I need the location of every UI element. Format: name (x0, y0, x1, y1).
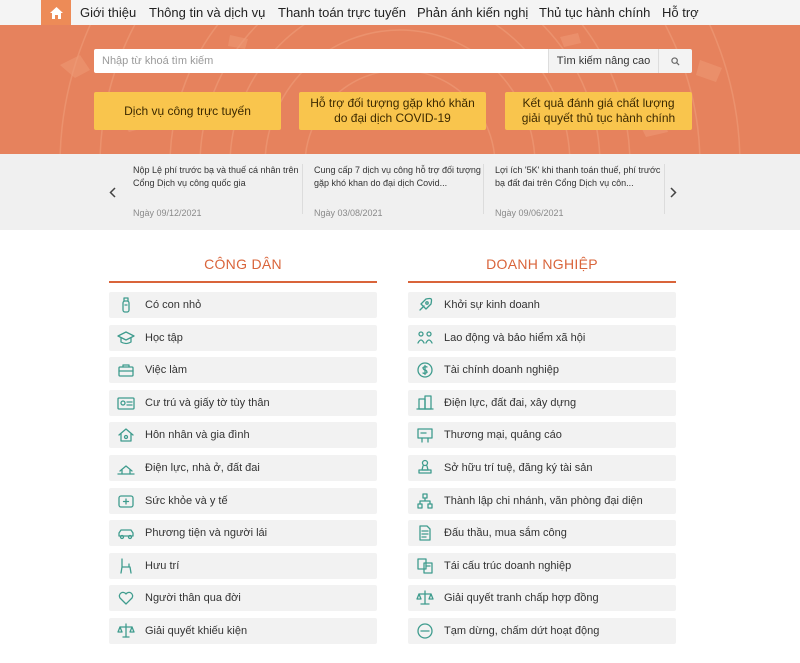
category-label: Thành lập chi nhánh, văn phòng đại diện (444, 495, 643, 507)
business-category-item[interactable] (408, 455, 676, 481)
rocket-icon (416, 296, 434, 314)
category-label: Học tập (145, 332, 183, 344)
house-land-icon (117, 459, 135, 477)
news-date: Ngày 09/12/2021 (133, 208, 202, 218)
category-label: Khởi sự kinh doanh (444, 299, 540, 311)
category-label: Điện lực, nhà ở, đất đai (145, 462, 260, 474)
business-category-item[interactable] (408, 325, 676, 351)
building-icon (416, 394, 434, 412)
news-date: Ngày 03/08/2021 (314, 208, 383, 218)
category-label: Tài chính doanh nghiệp (444, 364, 559, 376)
medical-icon (117, 492, 135, 510)
advanced-search-button[interactable]: Tìm kiếm nâng cao (548, 49, 658, 73)
news-date: Ngày 09/06/2021 (495, 208, 564, 218)
chevron-left-icon (109, 187, 116, 198)
citizen-category-item[interactable] (109, 585, 377, 611)
stamp-icon (416, 459, 434, 477)
nav-item-ho-tro[interactable]: Hỗ trợ (662, 5, 699, 20)
citizen-title-underline (109, 281, 377, 283)
business-category-item[interactable] (408, 553, 676, 579)
top-navigation (0, 0, 800, 25)
citizen-category-item[interactable] (109, 292, 377, 318)
news-divider (483, 164, 484, 214)
balance-icon (416, 589, 434, 607)
briefcase-icon (117, 361, 135, 379)
nav-home-button[interactable] (41, 0, 71, 25)
business-category-item[interactable] (408, 488, 676, 514)
category-label: Tạm dừng, chấm dứt hoạt động (444, 625, 600, 637)
category-label: Thương mại, quảng cáo (444, 429, 562, 441)
restructure-icon (416, 557, 434, 575)
category-label: Sở hữu trí tuệ, đăng ký tài sản (444, 462, 593, 474)
citizen-section-title: CÔNG DÂN (204, 256, 282, 272)
category-label: Người thân qua đời (145, 592, 241, 604)
category-label: Giải quyết khiếu kiện (145, 625, 248, 637)
news-title: Nộp Lệ phí trước bạ và thuế cá nhân trên Cổng Dịch vụ công quốc gia (133, 165, 299, 188)
category-label: Điện lực, đất đai, xây dựng (444, 397, 577, 409)
news-prev-button[interactable] (104, 180, 120, 204)
nav-item-thanh-toan[interactable]: Thanh toán trực tuyến (278, 5, 406, 20)
online-services-button[interactable]: Dịch vụ công trực tuyến (94, 92, 281, 130)
citizen-category-item[interactable] (109, 357, 377, 383)
search-input[interactable] (94, 49, 548, 73)
news-item[interactable] (133, 164, 305, 222)
category-label: Hưu trí (145, 560, 180, 572)
news-carousel (0, 154, 800, 230)
category-label: Cư trú và giấy tờ tùy thân (145, 397, 270, 409)
nav-item-thu-tuc[interactable]: Thủ tục hành chính (539, 5, 651, 20)
nav-item-gioi-thieu[interactable]: Giới thiệu (80, 5, 137, 20)
citizen-category-item[interactable] (109, 520, 377, 546)
stop-icon (416, 622, 434, 640)
citizen-category-item[interactable] (109, 618, 377, 644)
category-label: Đấu thầu, mua sắm công (444, 527, 567, 539)
business-section-title: DOANH NGHIỆP (486, 256, 598, 272)
baby-bottle-icon (117, 296, 135, 314)
citizen-category-item[interactable] (109, 455, 377, 481)
citizen-category-item[interactable] (109, 553, 377, 579)
covid-support-button[interactable]: Hỗ trợ đối tượng gặp khó khăn do đại dịch COVID-19 (299, 92, 486, 130)
scales-icon (117, 622, 135, 640)
business-category-item[interactable] (408, 357, 676, 383)
hero-background-pattern (0, 25, 800, 154)
nav-item-phan-anh[interactable]: Phản ánh kiến nghị (417, 5, 529, 20)
news-divider (302, 164, 303, 214)
citizen-category-item[interactable] (109, 488, 377, 514)
business-category-item[interactable] (408, 585, 676, 611)
category-label: Lao động và bảo hiểm xã hội (444, 332, 586, 344)
category-label: Sức khỏe và y tế (145, 495, 228, 507)
citizen-category-item[interactable] (109, 325, 377, 351)
category-label: Phương tiện và người lái (145, 527, 268, 539)
workers-icon (416, 329, 434, 347)
search-button[interactable] (658, 49, 692, 73)
heart-icon (117, 589, 135, 607)
category-label: Hôn nhân và gia đình (145, 429, 250, 441)
news-title: Cung cấp 7 dịch vụ công hỗ trợ đối tượng gặp khó khan do đại dịch Covid... (314, 165, 481, 188)
family-home-icon (117, 426, 135, 444)
chevron-right-icon (670, 187, 677, 198)
document-edit-icon (416, 524, 434, 542)
news-item[interactable] (495, 164, 667, 222)
category-label: Có con nhỏ (145, 299, 202, 311)
home-icon (49, 6, 64, 20)
news-next-button[interactable] (665, 180, 681, 204)
id-card-icon (117, 394, 135, 412)
nav-item-thong-tin-dich-vu[interactable]: Thông tin và dịch vụ (149, 5, 266, 20)
news-title: Lợi ích '5K' khi thanh toán thuế, phí trước bạ đất đai trên Cổng Dịch vụ côn... (495, 165, 661, 188)
business-category-item[interactable] (408, 422, 676, 448)
category-label: Giải quyết tranh chấp hợp đồng (444, 592, 599, 604)
business-category-item[interactable] (408, 390, 676, 416)
business-category-item[interactable] (408, 520, 676, 546)
news-item[interactable] (314, 164, 486, 222)
citizen-category-item[interactable] (109, 422, 377, 448)
search-icon (671, 57, 680, 66)
citizen-category-item[interactable] (109, 390, 377, 416)
dollar-icon (416, 361, 434, 379)
business-category-item[interactable] (408, 618, 676, 644)
org-chart-icon (416, 492, 434, 510)
category-label: Tái cấu trúc doanh nghiệp (444, 560, 572, 572)
billboard-icon (416, 426, 434, 444)
business-category-item[interactable] (408, 292, 676, 318)
business-title-underline (408, 281, 676, 283)
graduation-cap-icon (117, 329, 135, 347)
category-label: Việc làm (145, 364, 187, 376)
hero-banner (0, 25, 800, 154)
chair-icon (117, 557, 135, 575)
car-icon (117, 524, 135, 542)
evaluation-results-button[interactable]: Kết quả đánh giá chất lượng giải quyết thủ tục hành chính (505, 92, 692, 130)
